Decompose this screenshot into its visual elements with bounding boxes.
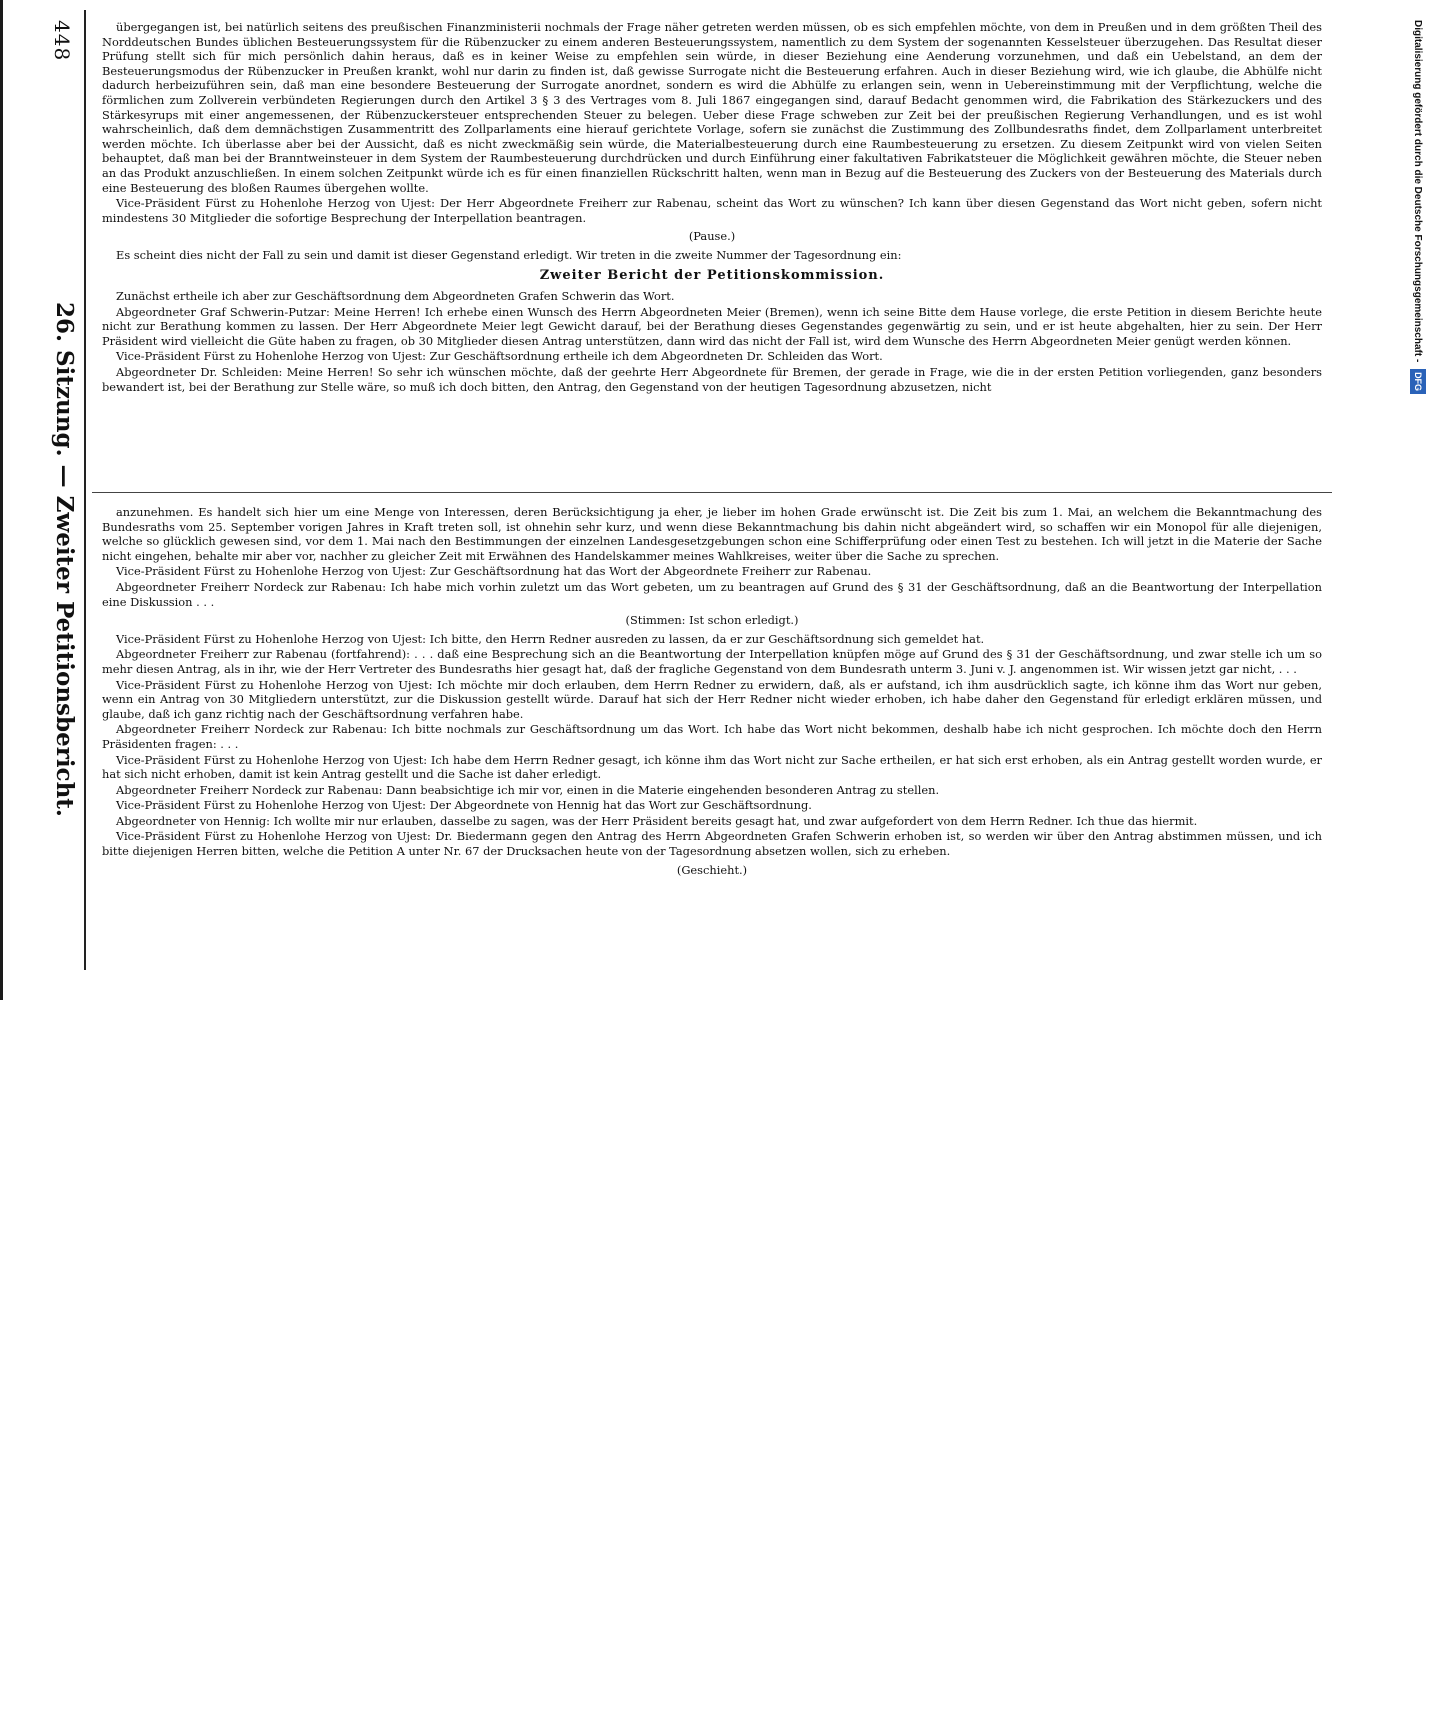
funding-note-text (1410, 20, 1426, 980)
paragraph: Vice-Präsident Fürst zu Hohenlohe Herzog von Ujest: Der Abgeordnete von Hennig hat das Wort zur Geschäftsordnung. (116, 798, 812, 813)
page-number: 448 (50, 20, 74, 62)
paragraph: Abgeordneter Freiherr Nordeck zur Rabenau: Ich habe mich vorhin zuletzt um das Wort gebeten, um zu beantragen auf Grund des § 31 der Geschäftsordnung, daß an die Beantwortung der Interpellation eine Diskussion . . . (102, 579, 1322, 609)
funding-note (1410, 20, 1426, 980)
paragraph: Vice-Präsident Fürst zu Hohenlohe Herzog von Ujest: Ich bitte, den Herrn Redner ausreden zu lassen, da er zur Geschäftsordnung sich gemeldet hat. (116, 631, 985, 646)
paragraph: Abgeordneter Freiherr zur Rabenau (fortfahrend): . . . daß eine Besprechung sich an die Beantwortung der Interpellation knüpfen möge auf Grund des § 31 der Geschäftsordnung, und zwar stelle ich um so mehr diesen Antrag, als in ihr, wie der Herr Vertreter des Bundesraths hier gesagt hat, daß der fragliche Gegenstand von dem Bundesrath unterm 3. Juni v. J. angenommen ist. Wir wissen jetzt gar nicht, . . . (102, 647, 1322, 676)
header-rule (84, 10, 86, 970)
paragraph: Vice-Präsident Fürst zu Hohenlohe Herzog von Ujest: Zur Geschäftsordnung ertheile ich dem Abgeordneten Dr. Schleiden das Wort. (116, 349, 883, 364)
paragraph: Abgeordneter Freiherr Nordeck zur Rabenau: Ich bitte nochmals zur Geschäftsordnung um das Wort. Ich habe das Wort nicht bekommen, deshalb habe ich nicht gesprochen. Ich möchte doch den Herrn Präsidenten fragen: . . . (102, 722, 1322, 751)
paragraph: Vice-Präsident Fürst zu Hohenlohe Herzog von Ujest: Zur Geschäftsordnung hat das Wort der Abgeordnete Freiherr zur Rabenau. (116, 564, 872, 579)
funding-note-label: Digitalisierung gefördert durch die Deutsche Forschungsgemeinschaft - (1412, 20, 1423, 363)
paragraph: Vice-Präsident Fürst zu Hohenlohe Herzog von Ujest: Ich habe dem Herrn Redner gesagt, ich könne ihm das Wort nicht zur Sache ertheilen, er hat sich erst erhoben, als ein Antrag gestellt worden wurde, er hat sich nicht erhoben, damit ist kein Antrag gestellt und die Sache ist daher erledigt. (102, 752, 1322, 782)
section-heading: Zweiter Bericht der Petitionskommission. (539, 267, 885, 283)
running-head: 26. Sitzung. — Zweiter Petitionsbericht. (51, 302, 78, 817)
paragraph: Abgeordneter Dr. Schleiden: Meine Herren! So sehr ich wünschen möchte, daß der geehrte Herr Abgeordnete für Bremen, der gerade in Frage, wie die in der ersten Petition vorliegenden, ganz besonders bewandert ist, bei der Berathung zur Stelle wäre, so muß ich doch bitten, den Antrag, den Gegenstand von der heutigen Tagesordnung abzusetzen, nicht (102, 365, 1322, 394)
paragraph: Vice-Präsident Fürst zu Hohenlohe Herzog von Ujest: Der Herr Abgeordnete Freiherr zur Rabenau, scheint das Wort zu wünschen? Ich kann über diesen Gegenstand das Wort nicht geben, sofern nicht mindestens 30 Mitglieder die sofortige Besprechung der Interpellation beantragen. (102, 196, 1322, 225)
paragraph: Es scheint dies nicht der Fall zu sein und damit ist dieser Gegenstand erledigt. Wir treten in die zweite Nummer der Tagesordnung ein: (116, 247, 902, 262)
paragraph: übergegangen ist, bei natürlich seitens des preußischen Finanzministerii nochmals der Frage näher getreten werden müssen, ob es sich empfehlen möchte, von dem in Preußen und in dem größten Theil des Norddeutschen Bundes üblichen Besteuerungssystem für die Rübenzucker zu einem anderen Besteuerungssystem, namentlich zu dem System der sogenannten Kesselsteuer überzugehen. Das Resultat dieser Prüfung stellt sich für mich persönlich dahin heraus, daß es in keiner Weise zu empfehlen sein würde, in dieser Beziehung eine Aenderung vorzunehmen, und daß ein Uebelstand, an dem der Besteuerungsmodus der Rübenzucker in Preußen krankt, wohl nur darin zu finden ist, daß gewisse Surrogate nicht die Besteuerung erfahren. Auch in dieser Beziehung wird, wie ich glaube, die Abhülfe nicht dadurch herbeizuführen sein, daß man eine besondere Besteuerung der Surrogate anordnet, sondern es wird die Abhülfe zu erlangen sein, wenn in Uebereinstimmung mit der Verpflichtung, welche die förmlichen zum Zollverein verbündeten Regierungen durch den Artikel 3 § 3 des Vertrages vom 8. Juli 1867 eingegangen sind, darauf Bedacht genommen wird, die Fabrikation des Stärkezuckers und des Stärkesyrups mit einer angemessenen, der Rübenzuckersteuer entsprechenden Steuer zu belegen. Ueber diese Frage schweben zur Zeit bei der preußischen Regierung Verhandlungen, und es ist wohl wahrscheinlich, daß dem demnächstigen Zusammentritt des Zollparlaments eine hierauf gerichtete Vorlage, sofern sie zunächst die Zustimmung des Zollbundesraths findet, dem Zollparlament unterbreitet werden möchte. Ich überlasse aber bei der Aussicht, daß es nicht zweckmäßig sein würde, die Materialbesteuerung durch eine Raumbesteuerung zu ersetzen. Zu diesem Zeitpunkt wird von vielen Seiten behauptet, daß man bei der Branntweinsteuer in dem System der Raumbesteuerung durchdrücken und durch Einführung einer fakultativen Fabrikatsteuer die Möglichkeit gewähren möchte, die Steuer neben an das Produkt anzuschließen. In einem solchen Zeitpunkt würde ich es für einen finanziellen Rückschritt halten, wenn man in Bezug auf die Besteuerung des Zuckers von der Besteuerung des Materials durch eine Besteuerung des bloßen Raumes übergehen wollte. (102, 20, 1322, 195)
paragraph: Vice-Präsident Fürst zu Hohenlohe Herzog von Ujest: Ich möchte mir doch erlauben, dem Herrn Redner zu erwidern, daß, als er aufstand, ich ihm ausdrücklich sagte, ich könne ihm das Wort nur geben, wenn ein Antrag von 30 Mitgliedern unterstützt, zur die Diskussion gestellt würde. Darauf hat sich der Herr Redner nicht wieder erhoben, ich habe daher den Gegenstand für erledigt erklären müssen, und glaube, daß ich ganz richtig nach der Geschäftsordnung verfahren habe. (102, 677, 1322, 721)
stage-direction: (Pause.) (688, 229, 736, 244)
paragraph: Vice-Präsident Fürst zu Hohenlohe Herzog von Ujest: Dr. Biedermann gegen den Antrag des Herrn Abgeordneten Grafen Schwerin erhoben ist, so werden wir über den Antrag abstimmen müssen, und ich bitte diejenigen Herren bitten, welche die Petition A unter Nr. 67 der Drucksachen heute von der Tagesordnung absetzen wollen, sich zu erheben. (102, 829, 1322, 859)
text-column-right (102, 505, 1322, 1725)
paragraph: anzunehmen. Es handelt sich hier um eine Menge von Interessen, deren Berücksichtigung ja eher, je lieber im hohen Grade erwünscht ist. Die Zeit bis zum 1. Mai, an welchem die Bekanntmachung des Bundesraths vom 25. September vorigen Jahres in Kraft treten soll, ist ohnehin sehr kurz, und wenn diese Bekanntmachung bis dahin nicht abgeändert wird, so schaffen wir ein Monopol für alle diejenigen, welche so glücklich gewesen sind, vor dem 1. Mai nach den Bestimmungen der einzelnen Landesgesetzgebungen schon eine Schifferprüfung oder einen Test zu bestehen. Ich will jetzt in die Materie der Sache nicht eingehen, behalte mir aber vor, nachher zu gleicher Zeit mit Erwähnen des Handelskammer meines Wahlkreises, weiter über die Sache zu sprechen. (102, 505, 1322, 563)
paragraph: Abgeordneter Freiherr Nordeck zur Rabenau: Dann beabsichtige ich mir vor, einen in die Materie eingehenden besonderen Antrag zu stellen. (116, 782, 940, 797)
paragraph: Abgeordneter von Hennig: Ich wollte mir nur erlauben, dasselbe zu sagen, was der Herr Präsident bereits gesagt hat, und zwar aufgefordert von dem Herrn Redner. Ich thue das hiermit. (116, 813, 1198, 828)
paragraph: Abgeordneter Graf Schwerin-Putzar: Meine Herren! Ich erhebe einen Wunsch des Herrn Abgeordneten Meier (Bremen), wenn ich seine Bitte dem Hause vorlege, die erste Petition in diesem Berichte heute nicht zur Berathung kommen zu lassen. Der Herr Abgeordnete Meier legt Gewicht darauf, bei der Berathung dieses Gegenstandes gegenwärtig zu sein, und er ist heute abgehalten, hier zu sein. Der Herr Präsident wird vielleicht die Güte haben zu fragen, ob 30 Mitglieder diesen Antrag unterstützen, dann wird das nicht der Fall ist, wird dem Wunsche des Herrn Abgeordneten Meier genügt werden können. (102, 304, 1322, 348)
page-header (42, 12, 82, 962)
paragraph: Zunächst ertheile ich aber zur Geschäftsordnung dem Abgeordneten Grafen Schwerin das Wort. (116, 289, 675, 304)
stage-direction: (Geschieht.) (676, 862, 748, 877)
dfg-logo: DFG (1410, 369, 1426, 394)
stage-direction: (Stimmen: Ist schon erledigt.) (625, 613, 799, 628)
